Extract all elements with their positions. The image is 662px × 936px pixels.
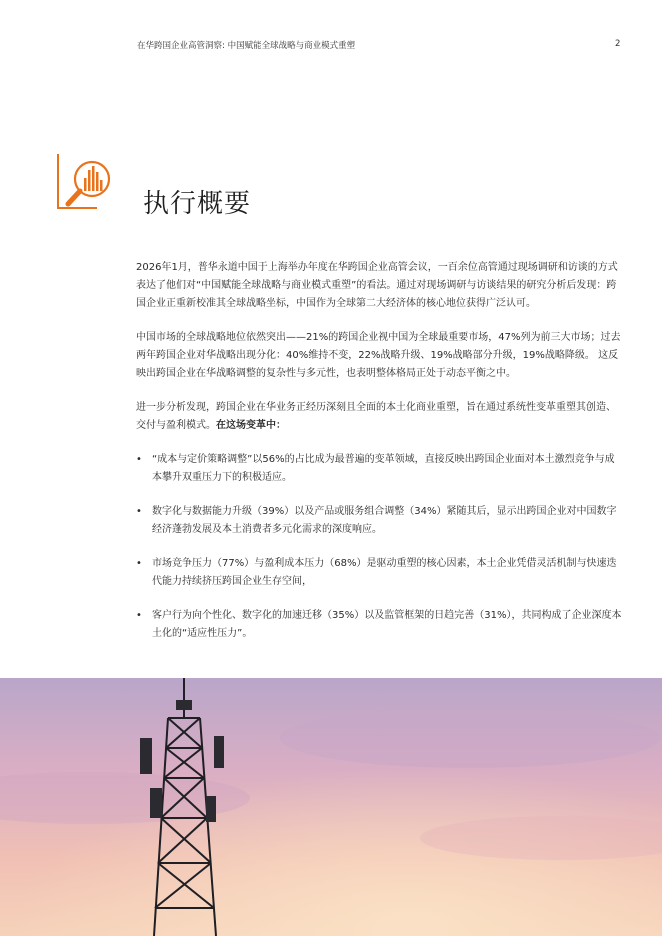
bullet-dot: • — [136, 610, 142, 621]
section-title: 执行概要 — [143, 189, 252, 219]
bullet-dot: • — [136, 454, 142, 465]
running-header: 在华跨国企业高管洞察: 中国赋能全球战略与商业模式重塑 — [137, 41, 356, 51]
paragraph-analysis-bold: 在这场变革中： — [216, 420, 286, 431]
paragraph-market: 中国市场的全球战略地位依然突出——21%的跨国企业视中国为全球最重要市场，47%列为前三大市场；过去两年跨国企业对华战略出现分化：40%维持不变，22%战略升级、19%战略部分升级，19%战略降级。 这反映出跨国企业在华战略调整的复杂性与多元性，也表明整体格局正处于动态平衡之中。 — [136, 332, 621, 379]
paragraph-intro: 2026年1月，普华永道中国于上海举办年度在华跨国企业高管会议，一百余位高管通过现场调研和访谈的方式表达了他们对“中国赋能全球战略与商业模式重塑”的看法。通过对现场调研与访谈结果的研究分析后发现：跨国企业正重新校准其全球战略坐标，中国作为全球第二大经济体的核心地位获得广泛认可。 — [136, 262, 618, 309]
paragraph-analysis-text: 进一步分析发现，跨国企业在华业务正经历深刻且全面的本土化商业重塑，旨在通过系统性变革重塑其创造、交付与盈利模式。 — [136, 402, 616, 431]
bullet-list — [136, 451, 624, 643]
paragraph-analysis — [136, 399, 624, 435]
page-number: 2 — [615, 39, 621, 49]
bullet-dot: • — [136, 506, 142, 517]
bullet-text: 市场竞争压力（77%）与盈利成本压力（68%）是驱动重塑的核心因素，本土企业凭借灵活机制与快速迭代能力持续挤压跨国企业生存空间， — [152, 558, 617, 587]
list-item — [136, 451, 624, 487]
bullet-dot: • — [136, 558, 142, 569]
bullet-text: “成本与定价策略调整”以56%的占比成为最普遍的变革领域，直接反映出跨国企业面对本土激烈竞争与成本攀升双重压力下的积极适应。 — [152, 454, 615, 483]
bullet-text: 客户行为向个性化、数字化的加速迁移（35%）以及监管框架的日趋完善（31%），共同构成了企业深度本土化的“适应性压力”。 — [152, 610, 622, 639]
list-item — [136, 607, 624, 643]
body-text — [136, 259, 624, 659]
list-item — [136, 555, 624, 591]
list-item — [136, 503, 624, 539]
magnifier-bar-chart-icon — [55, 152, 117, 218]
bullet-text: 数字化与数据能力升级（39%）以及产品或服务组合调整（34%）紧随其后，显示出跨国企业对中国数字经济蓬勃发展及本土消费者多元化需求的深度响应。 — [152, 506, 617, 535]
telecom-tower-photo — [0, 678, 662, 936]
